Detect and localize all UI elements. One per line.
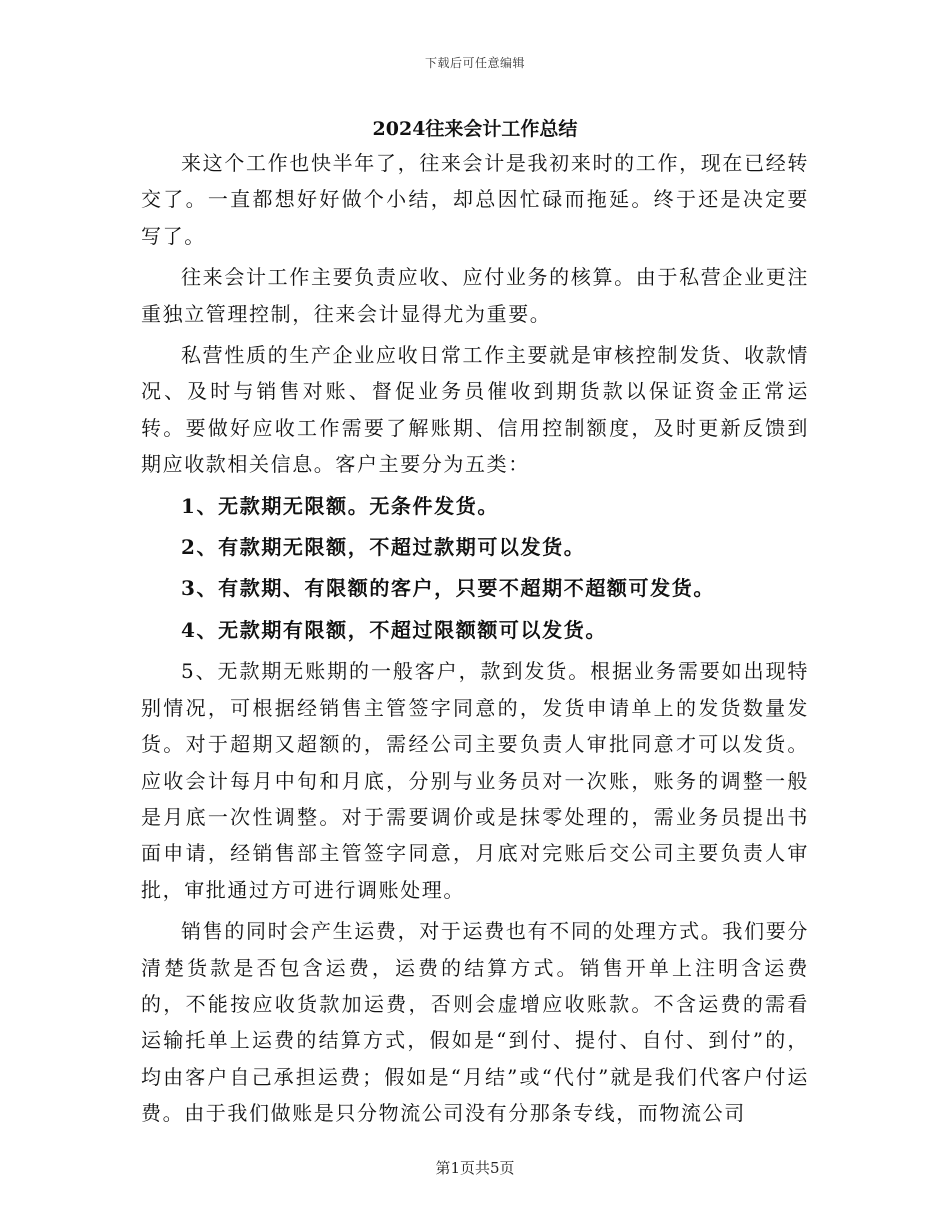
list-item-category-3: 3、有款期、有限额的客户，只要不超期不超额可发货。 xyxy=(181,576,715,601)
paragraph-duties: 往来会计工作主要负责应收、应付业务的核算。由于私营企业更注重独立管理控制，往来会计显得尤为重要。 xyxy=(141,265,809,326)
list-item-category-2: 2、有款期无限额，不超过款期可以发货。 xyxy=(181,535,586,560)
list-item-category-4: 4、无款期有限额，不超过限额额可以发货。 xyxy=(181,617,607,642)
page-number: 第1页共5页 xyxy=(435,1159,515,1177)
document-body xyxy=(141,145,809,1132)
list-item-category-5: 5、无款期无账期的一般客户，款到发货。根据业务需要如出现特别情况，可根据经销售主管签字同意的，发货申请单上的发货数量发货。对于超期又超额的，需经公司主要负责人审批同意才可以发货。应收会计每月中旬和月底，分别与业务员对一次账，账务的调整一般是月底一次性调整。对于需要调价或是抹零处理的，需业务员提出书面申请，经销售部主管签字同意，月底对完账后交公司主要负责人审批，审批通过方可进行调账处理。 xyxy=(141,659,809,902)
document-title: 2024往来会计工作总结 xyxy=(372,118,578,140)
header-note: 下载后可任意编辑 xyxy=(424,56,525,70)
list-item-category-1: 1、无款期无限额。无条件发货。 xyxy=(181,493,499,518)
paragraph-intro: 来这个工作也快半年了，往来会计是我初来时的工作，现在已经转交了。一直都想好好做个小结，却总因忙碌而拖延。终于还是决定要写了。 xyxy=(141,151,809,248)
paragraph-receivables: 私营性质的生产企业应收日常工作主要就是审核控制发货、收款情况、及时与销售对账、督促业务员催收到期货款以保证资金正常运转。要做好应收工作需要了解账期、信用控制额度，及时更新反馈到期应收款相关信息。客户主要分为五类： xyxy=(141,343,809,477)
paragraph-freight: 销售的同时会产生运费，对于运费也有不同的处理方式。我们要分清楚货款是否包含运费，运费的结算方式。销售开单上注明含运费的，不能按应收货款加运费，否则会虚增应收账款。不含运费的需看运输托单上运费的结算方式，假如是“到付、提付、自付、到付”的，均由客户自己承担运费；假如是“月结”或“代付”就是我们代客户付运费。由于我们做账是只分物流公司没有分那条专线，而物流公司 xyxy=(141,919,809,1126)
